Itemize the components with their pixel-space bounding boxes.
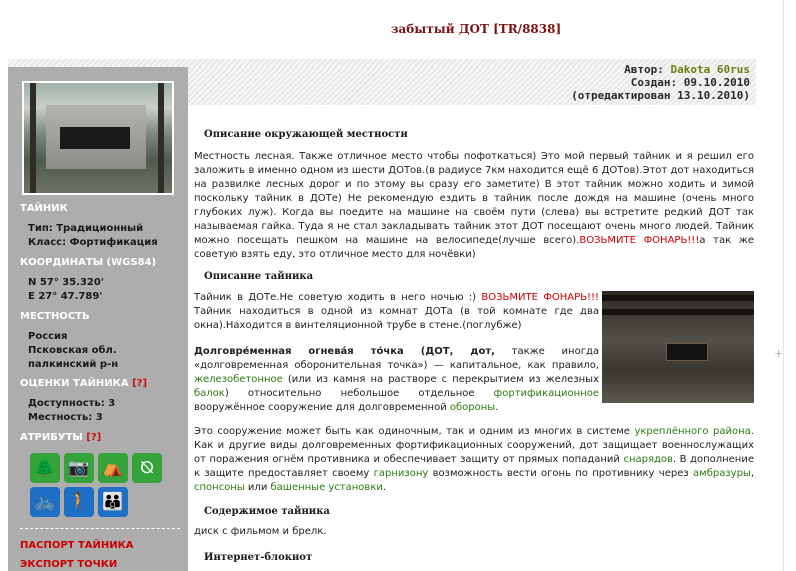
cache-heading: ТАЙНИК — [20, 203, 68, 214]
plus-icon: + — [774, 347, 784, 360]
rating-access: Доступность: 3 — [28, 398, 116, 409]
cache-text-2: Тайник находиться в одной из комнат ДОТа (в той комнате где два окна).Находится в винтеляционной трубе в стене.(поглубже) — [194, 306, 599, 331]
meta-created: Создан: 09.10.2010 — [630, 76, 750, 89]
no-campfire-icon[interactable]: ⦰ — [132, 453, 162, 483]
tent-icon[interactable]: ⛺ — [98, 453, 128, 483]
cache-photo[interactable] — [602, 291, 754, 403]
right-divider — [783, 0, 784, 571]
area-text-1: Местность лесная. Также отличное место чтобы пофоткаться) Это мой первый тайник и я решил его заложить в именно одном из шести ДОТов.(в радиусе 7км находится ещё 6 ДОТов).Этот дот находиться на развилке лесных дорог и по этому вы сразу его заметите) В этот тайник можно ходить и зимой поскольку тайник в ДОТе) Не рекомендую ездить в тайник после дождя на машине (очень много глубоких луж). Когда вы поедите на машине на своём пути (слева) вы встретите редкий ДОТ так называемая гайка. Туда я не стал закладывать тайник этот ДОТ посещают очень много людей. Тайник можно посещать пешком на машине на велосипеде(лучше всего). — [194, 151, 754, 246]
cache-class: Класс: Фортификация — [28, 237, 158, 248]
coord-lat: N 57° 35.320' — [28, 277, 104, 288]
struct-text-3: . В дополнение к защите предоставляет своему — [194, 454, 754, 479]
cache-heading-main: Описание тайника — [204, 271, 314, 282]
dot-text-4: вооружённое сооружение для долговременной — [194, 402, 450, 413]
ceiling-beam — [602, 295, 754, 301]
struct-text-7: . — [382, 482, 387, 493]
contents-text: диск с фильмом и брелк. — [194, 526, 327, 537]
family-walk-icon[interactable]: 👪 — [98, 487, 128, 517]
wiki-link-turrets[interactable]: башенные установки — [270, 482, 383, 493]
struct-text-5: , — [750, 468, 754, 479]
rating-terrain: Местность: 3 — [28, 412, 103, 423]
notebook-heading: Интернет-блокнот — [204, 552, 313, 563]
wiki-link-fortification[interactable]: фортификационное — [493, 388, 599, 399]
ratings-help-link[interactable]: [?] — [132, 378, 148, 389]
camera-icon[interactable]: 📷 — [64, 453, 94, 483]
wiki-link-fortified-area[interactable]: укреплённого района — [634, 426, 751, 437]
ceiling-beam — [602, 309, 754, 315]
cache-thumbnail[interactable] — [22, 81, 174, 195]
place-region: Псковская обл. — [28, 345, 117, 356]
hiking-icon[interactable]: 🚶 — [64, 487, 94, 517]
export-link[interactable]: ЭКСПОРТ ТОЧКИ — [20, 559, 118, 570]
wiki-link-beams[interactable]: балок — [194, 388, 225, 399]
dot-text-2: (или из камня на растворе с перекрытием из железных — [282, 374, 599, 385]
struct-text-1: Это сооружение может быть как одиночным, так и одним из многих в системе — [194, 426, 635, 437]
area-warning: ВОЗЬМИТЕ ФОНАРЬ!!! — [579, 235, 700, 246]
cache-warning: ВОЗЬМИТЕ ФОНАРЬ!!! — [481, 292, 599, 303]
cache-description — [194, 291, 599, 333]
meta-author — [624, 63, 750, 76]
place-district: палкинский р-н — [28, 359, 119, 370]
struct-text-6: или — [244, 482, 271, 493]
bicycle-icon[interactable]: 🚲 — [30, 487, 60, 517]
wiki-link-shells[interactable]: снарядов — [623, 454, 673, 465]
place-heading: МЕСТНОСТЬ — [20, 311, 90, 322]
contents-heading: Содержимое тайника — [204, 506, 330, 517]
sidebar-divider — [20, 528, 180, 529]
struct-text-2: . Как и другие виды долговременных фортификационных сооружений, дот защищает военнослужащих от поражения огнём противника и обеспечивает защиту от прямых попаданий — [194, 426, 754, 465]
tree-trunk — [30, 83, 36, 195]
vent-pipe — [666, 343, 708, 361]
tree-trunk — [158, 83, 164, 195]
attributes-heading-text: АТРИБУТЫ — [20, 432, 83, 443]
structure-description — [194, 425, 754, 495]
dot-abbr: (ДОТ, дот, — [403, 346, 495, 357]
cache-text-1: Тайник в ДОТе.Не советую ходить в него ночью :) — [194, 292, 482, 303]
ratings-heading — [20, 378, 147, 389]
attributes-help-link[interactable]: [?] — [86, 432, 102, 443]
area-description — [194, 150, 754, 262]
author-link[interactable]: Dakota 60rus — [670, 63, 750, 76]
dot-text-1: также иногда «долговременная оборонительная точка») — капитальное, как правило, — [194, 346, 599, 371]
coord-lon: E 27° 47.789' — [28, 291, 103, 302]
dot-text-5: . — [495, 402, 499, 413]
sidebar — [8, 67, 188, 571]
passport-link[interactable]: ПАСПОРТ ТАЙНИКА — [20, 540, 134, 551]
dot-term: Долговре́менная огнева́я то́чка — [194, 346, 404, 357]
wiki-link-defense[interactable]: обороны — [449, 402, 496, 413]
dot-text-3: ) относительно небольшое отдельное — [224, 388, 494, 399]
wiki-link-embrasures[interactable]: амбразуры — [693, 468, 751, 479]
meta-box — [188, 63, 756, 105]
cache-type: Тип: Традиционный — [28, 223, 144, 234]
wiki-link-garrison[interactable]: гарнизону — [373, 468, 429, 479]
bunker-opening — [60, 127, 130, 149]
ratings-heading-text: ОЦЕНКИ ТАЙНИКА — [20, 378, 129, 389]
meta-edited: (отредактирован 13.10.2010) — [571, 89, 750, 102]
wiki-link-concrete[interactable]: железобетонное — [194, 374, 283, 385]
area-heading: Описание окружающей местности — [204, 129, 408, 140]
wiki-link-sponsons[interactable]: спонсоны — [194, 482, 245, 493]
page-title: забытый ДОТ [TR/8838] — [390, 22, 562, 36]
coords-heading: КООРДИНАТЫ (WGS84) — [20, 257, 157, 268]
dot-definition — [194, 345, 599, 415]
forest-icon[interactable]: 🌲 — [30, 453, 60, 483]
place-country: Россия — [28, 331, 68, 342]
author-label: Автор: — [624, 63, 664, 76]
struct-text-4: возможность вести огонь по противнику через — [428, 468, 694, 479]
attributes-heading — [20, 432, 101, 443]
area-text-2: а так же советую взять еду, это отличное место для ночёвки) — [194, 235, 755, 260]
